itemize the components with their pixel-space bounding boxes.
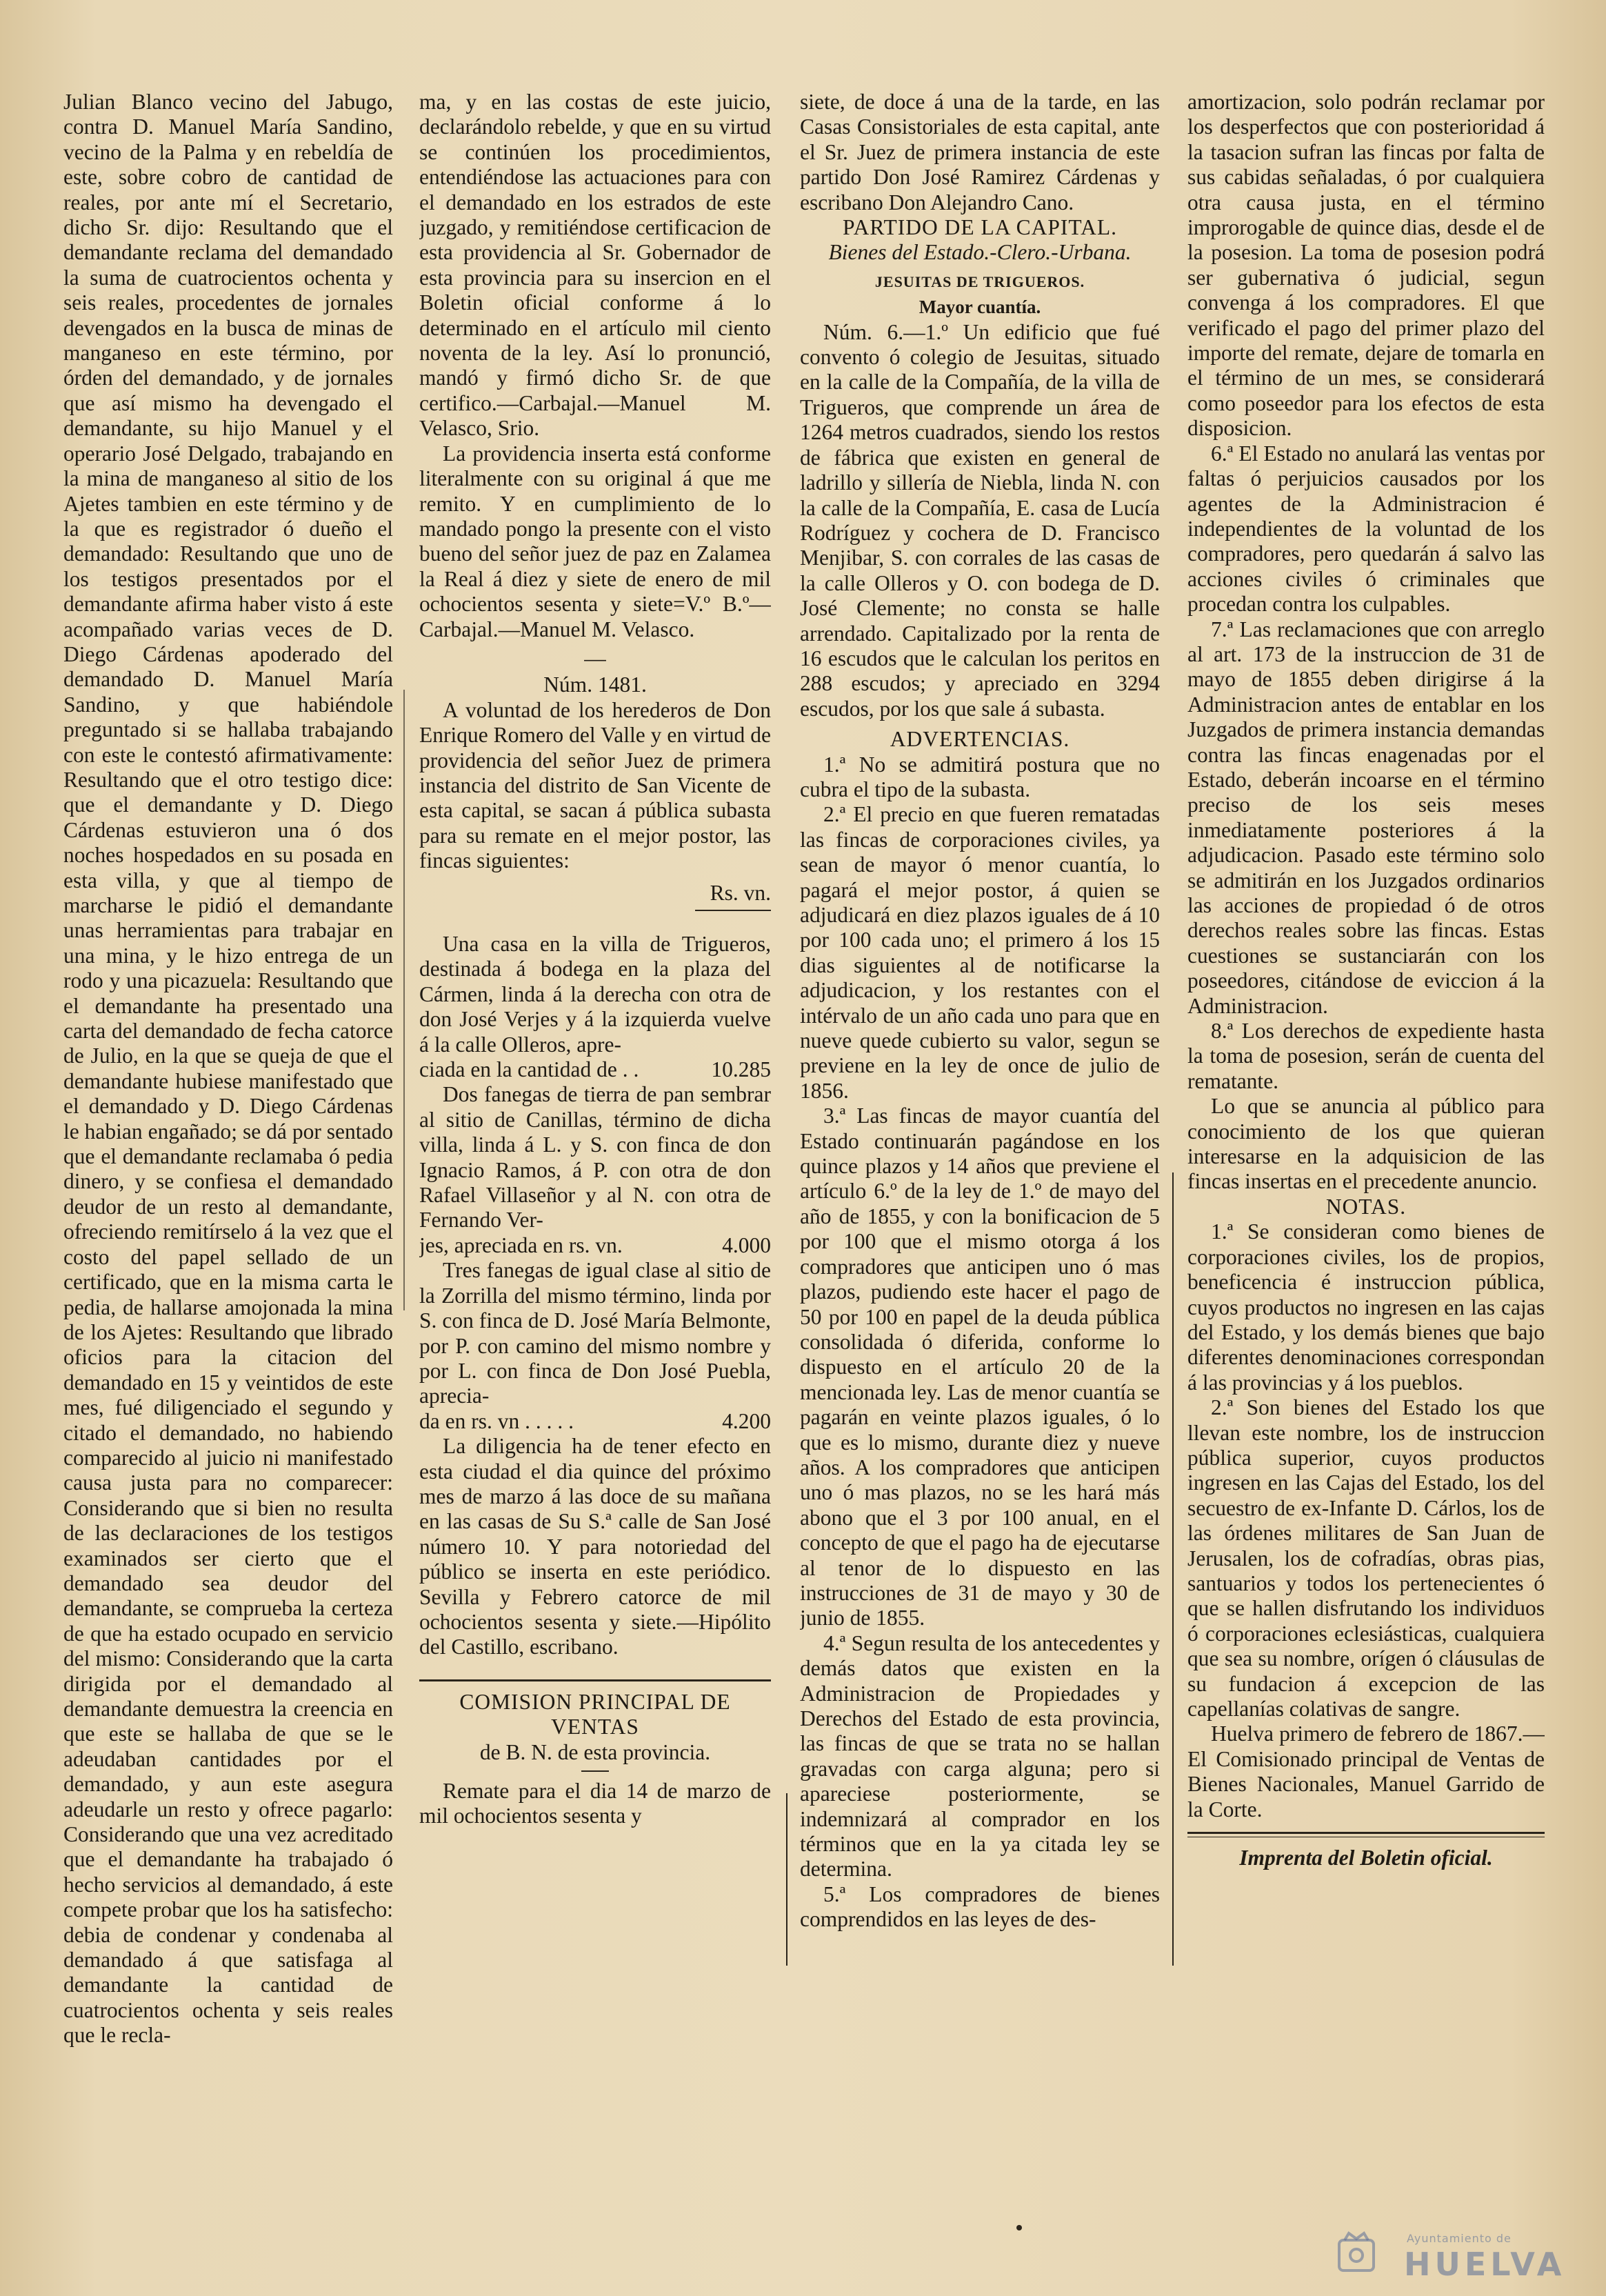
short-rule [581, 1770, 609, 1772]
printer-imprint: Imprenta del Boletin oficial. [1239, 1846, 1493, 1870]
column-2 [419, 90, 771, 2262]
currency-underline [695, 910, 771, 911]
watermark-name: HUELVA [1404, 2246, 1566, 2283]
col3-text-1: siete, de doce á una de la tarde, en las Casas Consistoriales de esta capital, ante el Sr. Juez de primera instancia de este partido Don José Ramirez Cárdenas y escribano Don Alejandro Cano. [800, 90, 1160, 214]
property-2-desc: Dos fanegas de tierra de pan sembrar al sitio de Canillas, término de dicha villa, linda á L. y S. con finca de don Ignacio Ramos, á P. con otra de don Rafael Villaseñor y al N. con otra de Fernando Ver- [419, 1082, 771, 1232]
property-1-amount-row [419, 1057, 771, 1082]
col2-text-5: Remate para el dia 14 de marzo de mil ochocientos sesenta y [419, 1779, 771, 1828]
property-3-desc: Tres fanegas de igual clase al sitio de la Zorrilla del mismo término, linda por S. con finca de D. José María Belmonte, por P. con camino del mismo nombre y por L. con finca de Don José Puebla, aprecia- [419, 1258, 771, 1408]
property-3-amount: 4.200 [722, 1408, 771, 1433]
col2-text-1: ma, y en las costas de este juicio, declarándolo rebelde, y que en su virtud se continúen los procedimientos, entendiéndose las actuaciones para con el demandado en los estrados de este juzgado, y remitiéndose certificacion de esta providencia al Sr. Gobernador de esta provincia para su insercion en el Boletin oficial conforme á lo determinado en el artículo mil ciento noventa de la ley. Así lo pronunció, mandó y firmó dicho Sr. de que certifico.—Carbajal.—Manuel M. Velasco, Srio. [419, 90, 771, 441]
advertencia-8: 8.ª Los derechos de expediente hasta la toma de posesion, serán de cuenta del rematante. [1187, 1019, 1545, 1093]
property-1-tail: ciada en la cantidad de . . [419, 1057, 639, 1082]
property-3-tail: da en rs. vn . . . . . [419, 1408, 574, 1433]
advertencia-6: 6.ª El Estado no anulará las ventas por faltas ó perjuicios causados por los agentes de la Administracion é independientes de la voluntad de los compradores, pero quedarán á salvo las acciones civiles ó criminales que procedan contra los culpables. [1187, 441, 1545, 617]
jesuitas-heading: JESUITAS DE TRIGUEROS. [874, 272, 1085, 290]
advertencia-5: 5.ª Los compradores de bienes comprendidos en las leyes de des- [800, 1881, 1160, 1932]
property-1-desc: Una casa en la villa de Trigueros, destinada á bodega en la plaza del Cármen, linda á la derecha con otra de don José Verjes y á la izquierda vuelve á la calle Olleros, apre- [419, 932, 771, 1057]
footer-rule [1187, 1832, 1545, 1834]
nota-2: 2.ª Son bienes del Estado los que llevan este nombre, los de instruccion pública superior, cuyos productos ingresen en las Cajas del Estado, los del secuestro de ex-Infante D. Cárlos, los de las órdenes militares de San Juan de Jerusalen, los de cofradías, obras pias, santuarios y todos los pertenecientes ó que se hallen disfrutando los individuos ó corporaciones eclesiásticas, cualquiera que sea su nombre, orígen ó cláusulas de su fundacion á excepcion de las capellanías colativas de sangre. [1187, 1395, 1545, 1721]
advertencia-4: 4.ª Segun resulta de los antecedentes y demás datos que existen en la Administracion de Propiedades y Derechos del Estado de esta provincia, las fincas de que se trata no se hallan gravadas con carga alguna; pero si apareciese posteriormente, se indemnizará al comprador en los términos que en la ya citada ley se determina. [800, 1630, 1160, 1881]
watermark-caption: Ayuntamiento de [1407, 2232, 1512, 2245]
commission-heading: COMISION PRINCIPAL DE VENTAS [459, 1689, 731, 1739]
column-divider [1172, 1172, 1174, 1966]
crown-seal-icon [1335, 2230, 1378, 2273]
nota-1: 1.ª Se consideran como bienes de corporaciones civiles, los de propios, beneficencia é instruccion pública, cuyos productos no ingresen en las cajas del Estado, y los demás bienes que bajo diferentes denominaciones correspondan á las provincias y á los pueblos. [1187, 1219, 1545, 1395]
col2-text-4: La diligencia ha de tener efecto en esta ciudad el dia quince del próximo mes de marzo á las doce de su mañana en las casas de Su S.ª calle de San José número 10. Y para notoriedad del público se inserta en este periódico. Sevilla y Febrero catorce de mil ochocientos sesenta y siete.—Hipólito del Castillo, escribano. [419, 1434, 771, 1659]
col1-text: Julian Blanco vecino del Jabugo, contra D. Manuel María Sandino, vecino de la Palma y en rebeldía de este, sobre cobro de cantidad de reales, por ante mí el Secretario, dicho Sr. dijo: Resultando que el demandante reclama del demandado la suma de cuatrocientos ochenta y seis reales, procedentes de jornales devengados en la busca de minas de manganeso en este término, por órden del demandado, y de jornales que así mismo ha devengado el demandante, su hijo Manuel y el operario José Delgado, trabajando en la mina de manganeso al sitio de los Ajetes tambien en este término y de la que es registrador ó dueño el demandado: Resultando que uno de los testigos presentados por el demandante afirma haber visto á este acompañado varias veces de D. Diego Cárdenas apoderado del demandado D. Manuel María Sandino, y que habiéndole preguntado si se hallaba trabajando con este le contestó afirmativamente: Resultando que el otro testigo dice: que el demandante y D. Diego Cárdenas estuvieron una ó dos noches hospedados en su posada en esta villa, y que al tiempo de marcharse le pidió el demandante unas herramientas para trabajar en una mina, y le hizo entrega de un rodo y una picazuela: Resultando que el demandante ha presentado una carta del demandado de fecha catorce de Julio, en la que se queja de que el demandante hubiese manifestado que el demandado y D. Diego Cárdenas le habian engañado; se dá por sentado que el demandante reclamaba ó pedia dinero, y se confiesa el demandado deudor de un resto al demandante, ofreciendo remitírselo á la vez que el costo del papel sellado de un certificado, que en la misma carta le pedia, de hallarse amojonada la mina de los Ajetes: Resultando que librado oficios para la citacion del demandado en 15 y veintidos de este mes, fué diligenciado el segundo y citado el demandado, no habiendo comparecido al juicio ni manifestado causa justa para no comparecer: Considerando que si bien no resulta de las declaraciones de los testigos examinados ser cierto que el demandado sea deudor del demandante, se comprueba la certeza de que ha estado ocupado en servicio del mismo: Considerando que la carta dirigida por el demandado al demandante demuestra la creencia en que este se hallaba de que se le adeudaban cantidades por el demandado, y aun este asegura adeudarle un resto y ofrece pagarlo: Considerando que una vez acreditado que el demandante ha trabajado ó hecho servicios al demandado, á este compete probar que los ha satisfecho: debia de condenar y condenaba al demandado á que satisfaga al demandante la cantidad de cuatrocientos ochenta y seis reales que le recla- [63, 90, 393, 2048]
commission-subheading: de B. N. de esta provincia. [479, 1739, 711, 1764]
notas-heading: NOTAS. [1325, 1194, 1407, 1219]
column-divider [403, 690, 405, 1310]
col4-text-1: amortizacion, solo podrán reclamar por los desperfectos que con posterioridad á la tasacion sufran las fincas por falta de sus cabidas señaladas, ó por cualquiera otra causa justa, en el término improrogable de quince dias, desde el de la posesion. La toma de posesion podrá ser gubernativa ó judicial, segun convenga á los compradores. El que verificado el pago del primer plazo del importe del remate, dejare de tomarla en el término de un mes, se considerará como poseedor para los efectos de esta disposicion. [1187, 90, 1545, 441]
currency-header: Rs. vn. [710, 880, 771, 905]
property-2-amount-row [419, 1233, 771, 1258]
column-divider [786, 1793, 787, 1966]
partido-heading: PARTIDO DE LA CAPITAL. [843, 215, 1117, 240]
archive-watermark [1335, 2228, 1566, 2283]
advertencia-3: 3.ª Las fincas de mayor cuantía del Estado continuarán pagándose en los quince plazos y 14 años que previene el artículo 6.º de la ley de 1.º de mayo del año de 1855, y con la bonificacion de 5 por 100 que el mismo otorga á los compradores que anticipen uno ó mas plazos, pudiendo este hacer el pago de 50 por 100 en papel de la deuda pública consolidada ó diferida, conforme lo dispuesto en el artículo 20 de la mencionada ley. Las de menor cuantía se pagarán en veinte plazos iguales, ó lo que es lo mismo, durante diez y nueve años. A los compradores que anticipen uno ó mas plazos, no se les hará más abono que el 3 por 100 anual, en el concepto de que el pago ha de ejecutarse al tenor de lo dispuesto en las instrucciones de 31 de mayo y 30 de junio de 1855. [800, 1104, 1160, 1630]
section-rule [419, 1679, 771, 1681]
property-3-amount-row [419, 1409, 771, 1434]
col2-text-3: A voluntad de los herederos de Don Enrique Romero del Valle y en virtud de providencia del señor Juez de primera instancia del distrito de San Vicente de esta capital, se sacan á pública subasta para su remate en el mejor postor, las fincas siguientes: [419, 697, 771, 873]
announcement: Lo que se anuncia al público para conocimiento de los que quieran interesarse en la adquisicion de las fincas insertas en el precedente anuncio. [1187, 1094, 1545, 1194]
column-4 [1187, 90, 1545, 2262]
closing: Huelva primero de febrero de 1867.—El Comisionado principal de Ventas de Bienes Nacionales, Manuel Garrido de la Corte. [1187, 1721, 1545, 1821]
page-dot [1016, 2225, 1022, 2230]
separator: — [584, 646, 606, 670]
column-1 [63, 90, 393, 2262]
advertencia-1: 1.ª No se admitirá postura que no cubra el tipo de la subasta. [800, 752, 1160, 801]
property-item-1 [419, 932, 771, 1057]
mayor-cuantia-heading: Mayor cuantía. [919, 297, 1041, 318]
property-2-amount: 4.000 [722, 1232, 771, 1257]
advertencias-heading: ADVERTENCIAS. [890, 727, 1070, 752]
bienes-heading: Bienes del Estado.-Clero.-Urbana. [828, 240, 1132, 265]
advertencia-2: 2.ª El precio en que fueren rematadas las fincas de corporaciones civiles, ya sean de mayor ó menor cuantía, lo pagará el mejor postor, á quien se adjudicará en diez plazos iguales de á 10 por 100 cada uno; el primero á los 15 dias siguientes al de notificarse la adjudicacion, y los restantes con el intérvalo de un año cada uno para que en nueve quede cubierto su valor, segun se previene en la ley de once de julio de 1856. [800, 802, 1160, 1103]
col2-text-2: La providencia inserta está conforme literalmente con su original á que me remito. Y en cumplimiento de lo mandado pongo la presente con el visto bueno del señor juez de paz en Zalamea la Real á diez y siete de enero de mil ochocientos sesenta y siete=V.º B.º—Carbajal.—Manuel M. Velasco. [419, 441, 771, 641]
col3-text-2: Núm. 6.—1.º Un edificio que fué convento ó colegio de Jesuitas, situado en la calle de la Compañía, de la villa de Trigueros, que comprende un área de 1264 metros cuadrados, siendo los restos de fábrica que existen en general de ladrillo y sillería de Niebla, linda N. con la calle de la Compañía, E. casa de Lucía Rodríguez y cochera de D. Francisco Menjibar, S. con corrales de las casas de la calle Olleros y O. con bodega de D. José Clemente; no consta se halle arrendado. Capitalizado por la renta de 16 escudos que le calculan los peritos en 288 escudos; y apreciado en 3294 escudos, por los que sale á subasta. [800, 319, 1160, 721]
column-3 [800, 90, 1160, 2262]
property-2-tail: jes, apreciada en rs. vn. [419, 1232, 623, 1257]
advertencia-7: 7.ª Las reclamaciones que con arreglo al art. 173 de la instruccion de 31 de mayo de 1855 deben dirigirse á la Administracion antes de entablar en los Juzgados de primera instancia demandas contra las fincas enagenadas por el Estado, deberán incoarse en el término preciso de los seis meses inmediatamente posteriores á la adjudicacion. Pasado este término solo se admitirán en los Juzgados ordinarios las acciones de propiedad ó de otros derechos reales sobre las fincas. Estas cuestiones se sustanciarán con los poseedores, citándose de eviccion á la Administracion. [1187, 617, 1545, 1018]
property-1-amount: 10.285 [711, 1057, 771, 1082]
notice-number: Núm. 1481. [543, 672, 647, 697]
